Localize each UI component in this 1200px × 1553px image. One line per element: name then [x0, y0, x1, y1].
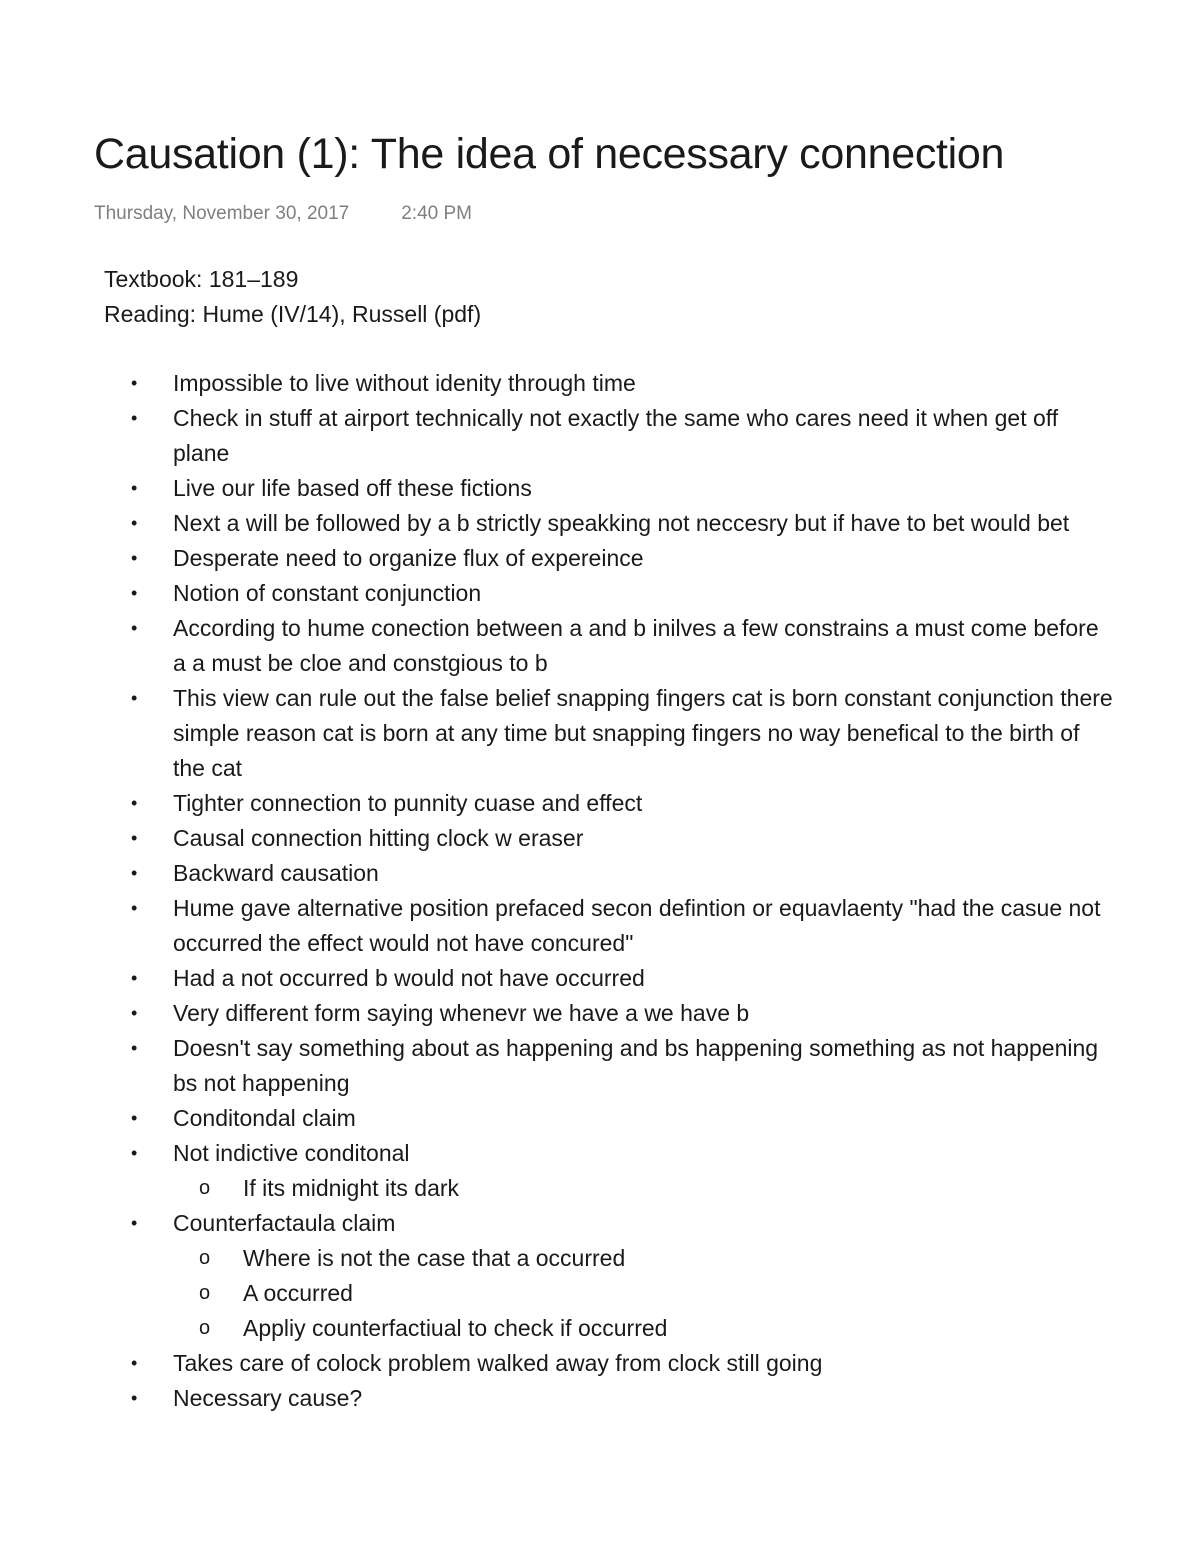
note-text: Hume gave alternative position prefaced secon defintion or equavlaenty "had the casue not occurred the effect would not have concured"	[173, 895, 1101, 956]
note-item	[0, 1101, 1113, 1136]
bullet-icon: •	[131, 1038, 138, 1058]
note-text: Backward causation	[173, 860, 379, 886]
bullet-icon: •	[131, 478, 138, 498]
page-title: Causation (1): The idea of necessary connection	[94, 130, 1005, 178]
note-item	[0, 1206, 1113, 1346]
note-item	[0, 1031, 1113, 1101]
sub-note-text: Where is not the case that a occurred	[243, 1245, 626, 1271]
bullet-icon: •	[131, 793, 138, 813]
sub-note-item	[0, 1276, 1113, 1311]
sub-note-item	[0, 1171, 1113, 1206]
bullet-icon: •	[131, 1388, 138, 1408]
bullet-icon: •	[131, 618, 138, 638]
sub-list	[173, 1171, 1113, 1206]
bullet-icon: •	[131, 898, 138, 918]
sub-note-item	[0, 1241, 1113, 1276]
note-text: Desperate need to organize flux of expereince	[173, 545, 644, 571]
note-text: Check in stuff at airport technically not exactly the same who cares need it when get off plane	[173, 405, 1059, 466]
page-cutoff	[0, 1430, 1200, 1553]
note-item	[0, 1346, 1113, 1381]
bullet-icon: •	[131, 863, 138, 883]
note-item	[0, 1136, 1113, 1206]
sub-note-text: If its midnight its dark	[243, 1175, 460, 1201]
sub-bullet-icon: o	[199, 1247, 211, 1269]
note-item	[0, 821, 1113, 856]
note-item	[0, 541, 1113, 576]
bullet-icon: •	[131, 968, 138, 988]
note-date: Thursday, November 30, 2017	[94, 203, 350, 224]
notes-list	[0, 366, 1200, 1416]
note-item	[0, 996, 1113, 1031]
note-text: According to hume conection between a and b inilves a few constrains a must come before a a must be cloe and constgious to b	[173, 615, 1099, 676]
note-text: Counterfactaula claim	[173, 1210, 396, 1236]
note-text: Not indictive conditonal	[173, 1140, 410, 1166]
bullet-icon: •	[131, 548, 138, 568]
note-text: Doesn't say something about as happening and bs happening something as not happening bs not happening	[173, 1035, 1099, 1096]
sub-list	[173, 1241, 1113, 1346]
sub-bullet-icon: o	[199, 1177, 211, 1199]
note-text: This view can rule out the false belief snapping fingers cat is born constant conjunction there simple reason cat is born at any time but snapping fingers no way benefical to the birth of the cat	[173, 685, 1113, 781]
bullet-icon: •	[131, 1143, 138, 1163]
note-text: Necessary cause?	[173, 1385, 363, 1411]
note-timestamp	[94, 203, 472, 225]
note-text: Next a will be followed by a b strictly speakking not neccesry but if have to bet would bet	[173, 510, 1070, 536]
bullet-icon: •	[131, 513, 138, 533]
note-text: Notion of constant conjunction	[173, 580, 482, 606]
note-item	[0, 856, 1113, 891]
note-item	[0, 366, 1113, 401]
sub-note-text: Appliy counterfactiual to check if occurred	[243, 1315, 668, 1341]
note-text: Had a not occurred b would not have occurred	[173, 965, 645, 991]
note-text: Very different form saying whenevr we have a we have b	[173, 1000, 750, 1026]
references	[104, 262, 481, 332]
note-text: Live our life based off these fictions	[173, 475, 532, 501]
bullet-icon: •	[131, 583, 138, 603]
bullet-icon: •	[131, 828, 138, 848]
bullet-icon: •	[131, 1353, 138, 1373]
bullet-icon: •	[131, 688, 138, 708]
textbook-line: Textbook: 181–189	[104, 266, 299, 292]
sub-bullet-icon: o	[199, 1317, 211, 1339]
note-time: 2:40 PM	[401, 203, 472, 224]
note-text: Takes care of colock problem walked away from clock still going	[173, 1350, 823, 1376]
reading-line: Reading: Hume (IV/14), Russell (pdf)	[104, 301, 482, 327]
bullet-icon: •	[131, 1213, 138, 1233]
sub-bullet-icon: o	[199, 1282, 211, 1304]
note-item	[0, 506, 1113, 541]
bullet-icon: •	[131, 408, 138, 428]
note-item	[0, 961, 1113, 996]
note-text: Impossible to live without idenity through time	[173, 370, 636, 396]
note-item	[0, 891, 1113, 961]
note-item	[0, 1381, 1113, 1416]
bullet-icon: •	[131, 373, 138, 393]
sub-note-text: A occurred	[243, 1280, 353, 1306]
note-text: Tighter connection to punnity cuase and effect	[173, 790, 643, 816]
note-text: Causal connection hitting clock w eraser	[173, 825, 584, 851]
note-item	[0, 681, 1113, 786]
note-item	[0, 576, 1113, 611]
note-item	[0, 401, 1113, 471]
note-item	[0, 471, 1113, 506]
sub-note-item	[0, 1311, 1113, 1346]
note-text: Conditondal claim	[173, 1105, 356, 1131]
bullet-icon: •	[131, 1108, 138, 1128]
bullet-icon: •	[131, 1003, 138, 1023]
note-item	[0, 786, 1113, 821]
note-item	[0, 611, 1113, 681]
